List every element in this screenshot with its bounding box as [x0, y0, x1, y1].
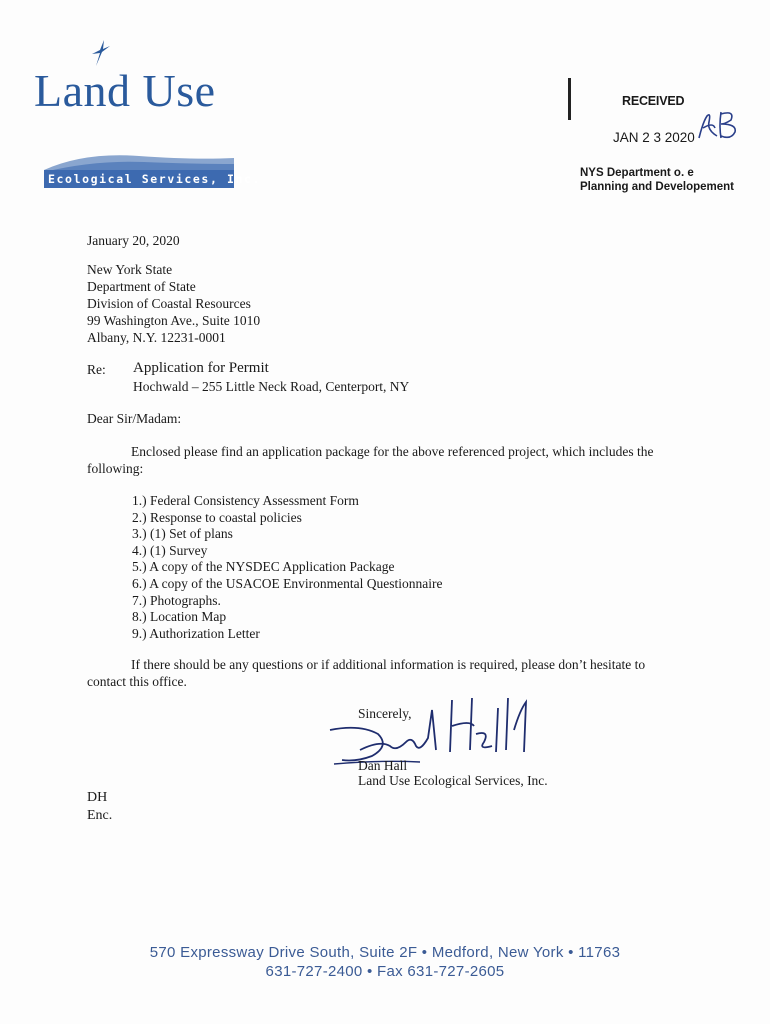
address-line: Division of Coastal Resources: [87, 296, 251, 311]
logo-name: Land Use: [34, 65, 216, 116]
list-item: 6.) A copy of the USACOE Environmental Questionnaire: [132, 575, 443, 591]
re-subject: Application for Permit: [133, 360, 269, 376]
handwritten-signature: [320, 690, 550, 775]
address-line: Albany, N.Y. 12231-0001: [87, 330, 226, 345]
footer-phone: 631-727-2400 • Fax 631-727-2605: [265, 963, 505, 980]
signer-company: Land Use Ecological Services, Inc.: [358, 773, 548, 788]
typist-initials: DH: [87, 790, 108, 805]
list-item: 7.) Photographs.: [132, 592, 221, 608]
received-stamp-date: JAN 2 3 2020: [613, 130, 695, 145]
enclosure-list: [132, 493, 442, 642]
re-label: Re:: [87, 362, 106, 377]
body-paragraph: [87, 444, 687, 477]
received-stamp-department: [580, 166, 734, 194]
paragraph-line: If there should be any questions or if additional information is required, please don’t hesitate to: [131, 657, 646, 672]
paragraph-line: Enclosed please find an application package for the above referenced project, which includes the: [131, 444, 654, 459]
letter-date: January 20, 2020: [87, 233, 180, 248]
address-line: New York State: [87, 262, 173, 277]
paragraph-line: following:: [87, 460, 144, 476]
footer-address: 570 Expressway Drive South, Suite 2F • Medford, New York • 11763: [149, 944, 621, 961]
re-detail: Hochwald – 255 Little Neck Road, Centerport, NY: [133, 379, 410, 394]
list-item: 1.) Federal Consistency Assessment Form: [132, 493, 359, 508]
paragraph-line: contact this office.: [87, 673, 187, 689]
company-tagline: Ecological Services, Inc.: [44, 170, 234, 188]
list-item: 5.) A copy of the NYSDEC Application Package: [132, 559, 395, 575]
address-line: 99 Washington Ave., Suite 1010: [87, 313, 261, 328]
list-item: 3.) (1) Set of plans: [132, 526, 233, 542]
salutation: Dear Sir/Madam:: [87, 411, 182, 426]
department-line: NYS Department o. e: [580, 167, 694, 179]
received-stamp-label: RECEIVED: [622, 94, 685, 108]
handwritten-initials: [695, 108, 741, 147]
list-item: 2.) Response to coastal policies: [132, 509, 302, 525]
list-item: 8.) Location Map: [132, 609, 227, 625]
stamp-mark: [568, 78, 571, 120]
recipient-address: [87, 262, 260, 347]
address-line: Department of State: [87, 279, 196, 294]
department-line: Planning and Developement: [580, 181, 734, 193]
closing-salutation: Sincerely,: [358, 706, 412, 721]
list-item: 9.) Authorization Letter: [132, 625, 260, 641]
enclosure-notation: Enc.: [87, 808, 113, 823]
closing-paragraph: [87, 657, 687, 690]
signer-name: Dan Hall: [358, 758, 408, 773]
list-item: 4.) (1) Survey: [132, 542, 208, 558]
